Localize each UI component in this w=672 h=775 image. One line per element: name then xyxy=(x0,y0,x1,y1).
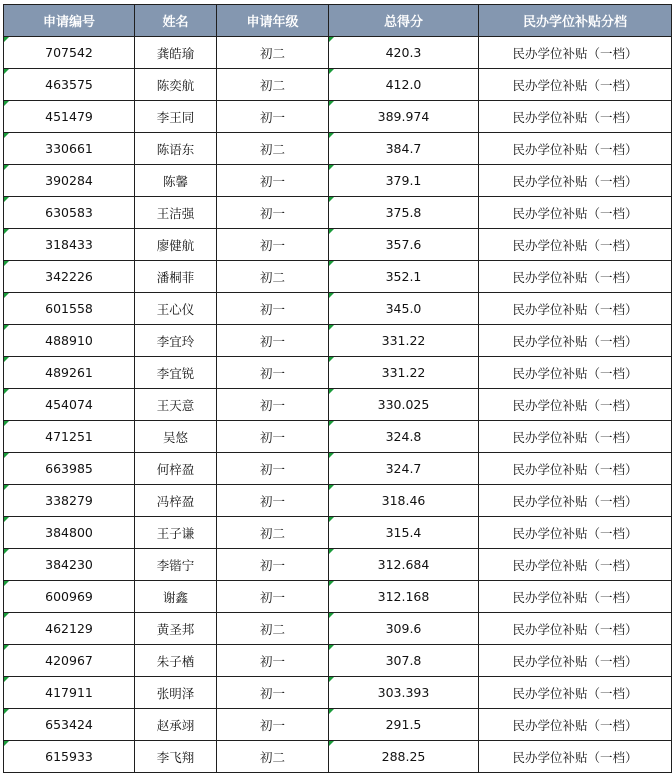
table-row xyxy=(4,69,672,101)
header-name[interactable]: 姓名 xyxy=(135,5,217,37)
table-row xyxy=(4,453,672,485)
total-score-cell[interactable]: 312.168 xyxy=(329,581,479,613)
name-cell[interactable]: 黄圣邦 xyxy=(135,613,217,645)
application-id-cell[interactable]: 653424 xyxy=(4,709,135,741)
grade-cell[interactable]: 初二 xyxy=(217,37,329,69)
grade-cell[interactable]: 初一 xyxy=(217,677,329,709)
table-row xyxy=(4,357,672,389)
subsidy-tier-cell[interactable]: 民办学位补贴（一档） xyxy=(479,421,672,453)
total-score-cell[interactable]: 331.22 xyxy=(329,357,479,389)
table-row xyxy=(4,229,672,261)
application-id-cell[interactable]: 601558 xyxy=(4,293,135,325)
table-row xyxy=(4,197,672,229)
table-row xyxy=(4,101,672,133)
header-application-id[interactable]: 申请编号 xyxy=(4,5,135,37)
table-row xyxy=(4,261,672,293)
header-total-score[interactable]: 总得分 xyxy=(329,5,479,37)
total-score-cell[interactable]: 324.8 xyxy=(329,421,479,453)
total-score-cell[interactable]: 330.025 xyxy=(329,389,479,421)
application-id-cell[interactable]: 707542 xyxy=(4,37,135,69)
grade-cell[interactable]: 初一 xyxy=(217,197,329,229)
total-score-cell[interactable]: 307.8 xyxy=(329,645,479,677)
name-cell[interactable]: 李宜玲 xyxy=(135,325,217,357)
application-id-cell[interactable]: 463575 xyxy=(4,69,135,101)
name-cell[interactable]: 赵承翊 xyxy=(135,709,217,741)
subsidy-table xyxy=(3,4,672,773)
grade-cell[interactable]: 初一 xyxy=(217,101,329,133)
subsidy-tier-cell[interactable]: 民办学位补贴（一档） xyxy=(479,581,672,613)
subsidy-tier-cell[interactable]: 民办学位补贴（一档） xyxy=(479,229,672,261)
total-score-cell[interactable]: 412.0 xyxy=(329,69,479,101)
name-cell[interactable]: 朱子楢 xyxy=(135,645,217,677)
name-cell[interactable]: 李王同 xyxy=(135,101,217,133)
name-cell[interactable]: 李飞翔 xyxy=(135,741,217,773)
application-id-cell[interactable]: 420967 xyxy=(4,645,135,677)
application-id-cell[interactable]: 471251 xyxy=(4,421,135,453)
grade-cell[interactable]: 初二 xyxy=(217,69,329,101)
name-cell[interactable]: 王子谦 xyxy=(135,517,217,549)
subsidy-tier-cell[interactable]: 民办学位补贴（一档） xyxy=(479,261,672,293)
subsidy-tier-cell[interactable]: 民办学位补贴（一档） xyxy=(479,741,672,773)
application-id-cell[interactable]: 663985 xyxy=(4,453,135,485)
subsidy-tier-cell[interactable]: 民办学位补贴（一档） xyxy=(479,613,672,645)
header-grade[interactable]: 申请年级 xyxy=(217,5,329,37)
application-id-cell[interactable]: 630583 xyxy=(4,197,135,229)
table-row xyxy=(4,677,672,709)
name-cell[interactable]: 龚皓瑜 xyxy=(135,37,217,69)
table-row xyxy=(4,133,672,165)
name-cell[interactable]: 何梓盈 xyxy=(135,453,217,485)
total-score-cell[interactable]: 389.974 xyxy=(329,101,479,133)
name-cell[interactable]: 陈语东 xyxy=(135,133,217,165)
subsidy-tier-cell[interactable]: 民办学位补贴（一档） xyxy=(479,549,672,581)
subsidy-tier-cell[interactable]: 民办学位补贴（一档） xyxy=(479,389,672,421)
table-row xyxy=(4,581,672,613)
table-row xyxy=(4,421,672,453)
total-score-cell[interactable]: 324.7 xyxy=(329,453,479,485)
application-id-cell[interactable]: 600969 xyxy=(4,581,135,613)
grade-cell[interactable]: 初二 xyxy=(217,613,329,645)
total-score-cell[interactable]: 312.684 xyxy=(329,549,479,581)
application-id-cell[interactable]: 615933 xyxy=(4,741,135,773)
grade-cell[interactable]: 初一 xyxy=(217,485,329,517)
total-score-cell[interactable]: 379.1 xyxy=(329,165,479,197)
total-score-cell[interactable]: 384.7 xyxy=(329,133,479,165)
table-row xyxy=(4,741,672,773)
grade-cell[interactable]: 初一 xyxy=(217,325,329,357)
grade-cell[interactable]: 初一 xyxy=(217,229,329,261)
total-score-cell[interactable]: 375.8 xyxy=(329,197,479,229)
grade-cell[interactable]: 初一 xyxy=(217,453,329,485)
total-score-cell[interactable]: 303.393 xyxy=(329,677,479,709)
name-cell[interactable]: 张明泽 xyxy=(135,677,217,709)
subsidy-tier-cell[interactable]: 民办学位补贴（一档） xyxy=(479,453,672,485)
grade-cell[interactable]: 初一 xyxy=(217,293,329,325)
grade-cell[interactable]: 初一 xyxy=(217,421,329,453)
application-id-cell[interactable]: 417911 xyxy=(4,677,135,709)
name-cell[interactable]: 王天意 xyxy=(135,389,217,421)
application-id-cell[interactable]: 384800 xyxy=(4,517,135,549)
total-score-cell[interactable]: 291.5 xyxy=(329,709,479,741)
application-id-cell[interactable]: 330661 xyxy=(4,133,135,165)
application-id-cell[interactable]: 489261 xyxy=(4,357,135,389)
grade-cell[interactable]: 初二 xyxy=(217,741,329,773)
total-score-cell[interactable]: 420.3 xyxy=(329,37,479,69)
subsidy-tier-cell[interactable]: 民办学位补贴（一档） xyxy=(479,101,672,133)
table-row xyxy=(4,293,672,325)
grade-cell[interactable]: 初二 xyxy=(217,133,329,165)
grade-cell[interactable]: 初一 xyxy=(217,581,329,613)
table-row xyxy=(4,389,672,421)
name-cell[interactable]: 陈馨 xyxy=(135,165,217,197)
subsidy-tier-cell[interactable]: 民办学位补贴（一档） xyxy=(479,69,672,101)
subsidy-tier-cell[interactable]: 民办学位补贴（一档） xyxy=(479,197,672,229)
total-score-cell[interactable]: 331.22 xyxy=(329,325,479,357)
grade-cell[interactable]: 初一 xyxy=(217,709,329,741)
subsidy-tier-cell[interactable]: 民办学位补贴（一档） xyxy=(479,645,672,677)
header-subsidy-tier[interactable]: 民办学位补贴分档 xyxy=(479,5,672,37)
subsidy-tier-cell[interactable]: 民办学位补贴（一档） xyxy=(479,357,672,389)
total-score-cell[interactable]: 357.6 xyxy=(329,229,479,261)
subsidy-tier-cell[interactable]: 民办学位补贴（一档） xyxy=(479,517,672,549)
total-score-cell[interactable]: 288.25 xyxy=(329,741,479,773)
name-cell[interactable]: 王洁强 xyxy=(135,197,217,229)
subsidy-tier-cell[interactable]: 民办学位补贴（一档） xyxy=(479,709,672,741)
table-row xyxy=(4,709,672,741)
name-cell[interactable]: 李宜锐 xyxy=(135,357,217,389)
grade-cell[interactable]: 初一 xyxy=(217,357,329,389)
application-id-cell[interactable]: 462129 xyxy=(4,613,135,645)
subsidy-tier-cell[interactable]: 民办学位补贴（一档） xyxy=(479,165,672,197)
subsidy-tier-cell[interactable]: 民办学位补贴（一档） xyxy=(479,133,672,165)
total-score-cell[interactable]: 318.46 xyxy=(329,485,479,517)
application-id-cell[interactable]: 451479 xyxy=(4,101,135,133)
total-score-cell[interactable]: 315.4 xyxy=(329,517,479,549)
table-body xyxy=(4,37,672,773)
name-cell[interactable]: 冯梓盈 xyxy=(135,485,217,517)
name-cell[interactable]: 廖健航 xyxy=(135,229,217,261)
grade-cell[interactable]: 初一 xyxy=(217,549,329,581)
total-score-cell[interactable]: 345.0 xyxy=(329,293,479,325)
header-row xyxy=(4,5,672,37)
subsidy-tier-cell[interactable]: 民办学位补贴（一档） xyxy=(479,325,672,357)
application-id-cell[interactable]: 488910 xyxy=(4,325,135,357)
table-row xyxy=(4,165,672,197)
table-header xyxy=(4,5,672,37)
grade-cell[interactable]: 初一 xyxy=(217,165,329,197)
application-id-cell[interactable]: 338279 xyxy=(4,485,135,517)
name-cell[interactable]: 陈奕航 xyxy=(135,69,217,101)
application-id-cell[interactable]: 384230 xyxy=(4,549,135,581)
application-id-cell[interactable]: 390284 xyxy=(4,165,135,197)
subsidy-tier-cell[interactable]: 民办学位补贴（一档） xyxy=(479,485,672,517)
grade-cell[interactable]: 初一 xyxy=(217,645,329,677)
table-row xyxy=(4,549,672,581)
name-cell[interactable]: 潘桐菲 xyxy=(135,261,217,293)
subsidy-tier-cell[interactable]: 民办学位补贴（一档） xyxy=(479,37,672,69)
table-row xyxy=(4,325,672,357)
application-id-cell[interactable]: 318433 xyxy=(4,229,135,261)
application-id-cell[interactable]: 342226 xyxy=(4,261,135,293)
table-row xyxy=(4,645,672,677)
name-cell[interactable]: 李锴宁 xyxy=(135,549,217,581)
grade-cell[interactable]: 初一 xyxy=(217,389,329,421)
total-score-cell[interactable]: 309.6 xyxy=(329,613,479,645)
table-row xyxy=(4,485,672,517)
table-row xyxy=(4,517,672,549)
total-score-cell[interactable]: 352.1 xyxy=(329,261,479,293)
grade-cell[interactable]: 初二 xyxy=(217,261,329,293)
name-cell[interactable]: 王心仪 xyxy=(135,293,217,325)
name-cell[interactable]: 吴悠 xyxy=(135,421,217,453)
name-cell[interactable]: 谢鑫 xyxy=(135,581,217,613)
subsidy-tier-cell[interactable]: 民办学位补贴（一档） xyxy=(479,677,672,709)
table-row xyxy=(4,37,672,69)
grade-cell[interactable]: 初二 xyxy=(217,517,329,549)
subsidy-tier-cell[interactable]: 民办学位补贴（一档） xyxy=(479,293,672,325)
application-id-cell[interactable]: 454074 xyxy=(4,389,135,421)
table-row xyxy=(4,613,672,645)
